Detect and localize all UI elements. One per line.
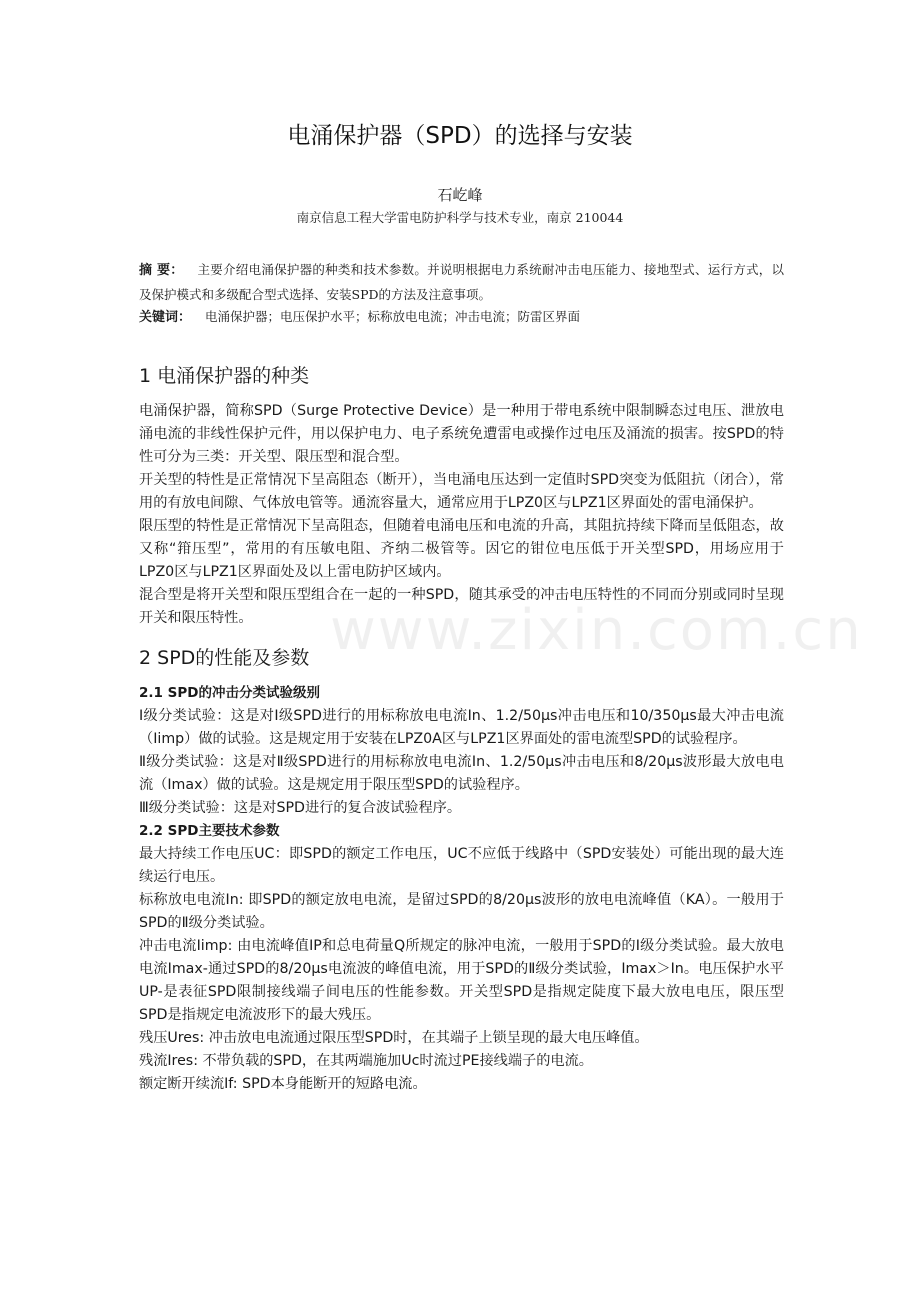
author-name: 石屹峰: [437, 186, 483, 204]
paragraph: Ⅰ级分类试验：这是对Ⅰ级SPD进行的用标称放电电流In、1.2/50μs冲击电压和10/350μs最大冲击电流（Iimp）做的试验。这是规定用于安装在LPZ0A区与LPZ1区界面处的雷电流型SPD的试验程序。: [139, 708, 784, 747]
section-1-heading: 1 电涌保护器的种类: [139, 365, 310, 387]
abstract-text: 主要介绍电涌保护器的种类和技术参数。并说明根据电力系统耐冲击电压能力、接地型式、运行方式，以及保护模式和多级配合型式选择、安装SPD的方法及注意事项。: [139, 262, 784, 302]
paragraph: 混合型是将开关型和限压型组合在一起的一种SPD，随其承受的冲击电压特性的不同而分别或同时呈现开关和限压特性。: [139, 587, 784, 626]
paragraph: Ⅲ级分类试验：这是对SPD进行的复合波试验程序。: [139, 800, 462, 816]
paragraph: 开关型的特性是正常情况下呈高阻态（断开），当电涌电压达到一定值时SPD突变为低阻抗（闭合），常用的有放电间隙、气体放电管等。通流容量大，通常应用于LPZ0区与LPZ1区界面处的雷电涌保护。: [139, 472, 784, 511]
abstract: [139, 258, 784, 307]
paragraph: 最大持续工作电压UC：即SPD的额定工作电压，UC不应低于线路中（SPD安装处）可能出现的最大连续运行电压。: [139, 846, 784, 885]
paragraph: Ⅱ级分类试验：这是对Ⅱ级SPD进行的用标称放电电流In、1.2/50μs冲击电压和8/20μs波形最大放电电流（Imax）做的试验。这是规定用于限压型SPD的试验程序。: [139, 754, 784, 793]
paragraph: 标称放电电流In: 即SPD的额定放电电流，是留过SPD的8/20μs波形的放电电流峰值（KA）。一般用于SPD的Ⅱ级分类试验。: [139, 892, 784, 931]
watermark: www.zixin.com.cn: [330, 598, 863, 663]
paragraph: 残流Ires: 不带负载的SPD，在其两端施加Uc时流过PE接线端子的电流。: [139, 1053, 593, 1069]
keywords-label: 关键词：: [139, 310, 192, 325]
paragraph: 冲击电流Iimp: 由电流峰值IP和总电荷量Q所规定的脉冲电流，一般用于SPD的Ⅰ级分类试验。最大放电电流Imax-通过SPD的8/20μs电流波的峰值电流，用于SPD的Ⅱ级分类试验，Imax＞In。电压保护水平UP-是表征SPD限制接线端子间电压的性能参数。开关型SPD是指规定陡度下最大放电电压，限压型SPD是指规定电流波形下的最大残压。: [139, 938, 784, 1023]
subsection-2-2-heading: 2.2 SPD主要技术参数: [139, 823, 280, 839]
abstract-label: 摘 要：: [139, 263, 184, 278]
subsection-2-1-heading: 2.1 SPD的冲击分类试验级别: [139, 685, 320, 701]
paper-body: [139, 362, 784, 1096]
paper-title: 电涌保护器（SPD）的选择与安装: [287, 123, 633, 149]
keywords-text: 电涌保护器；电压保护水平；标称放电电流；冲击电流；防雷区界面: [205, 309, 581, 324]
keywords: [139, 306, 784, 329]
paragraph: 限压型的特性是正常情况下呈高阻态，但随着电涌电压和电流的升高，其阻抗持续下降而呈低阻态，故又称“箝压型”，常用的有压敏电阻、齐纳二极管等。因它的钳位电压低于开关型SPD，用场应用于LPZ0区与LPZ1区界面处及以上雷电防护区域内。: [139, 518, 784, 580]
paragraph: 额定断开续流If: SPD本身能断开的短路电流。: [139, 1076, 427, 1092]
section-2-heading: 2 SPD的性能及参数: [139, 647, 310, 669]
paragraph: 电涌保护器，简称SPD（Surge Protective Device）是一种用于带电系统中限制瞬态过电压、泄放电涌电流的非线性保护元件，用以保护电力、电子系统免遭雷电或操作过电压及涌流的损害。按SPD的特性可分为三类：开关型、限压型和混合型。: [139, 403, 784, 465]
author-affiliation: 南京信息工程大学雷电防护科学与技术专业，南京 210044: [296, 210, 624, 225]
paragraph: 残压Ures: 冲击放电电流通过限压型SPD时，在其端子上锁呈现的最大电压峰值。: [139, 1030, 649, 1046]
